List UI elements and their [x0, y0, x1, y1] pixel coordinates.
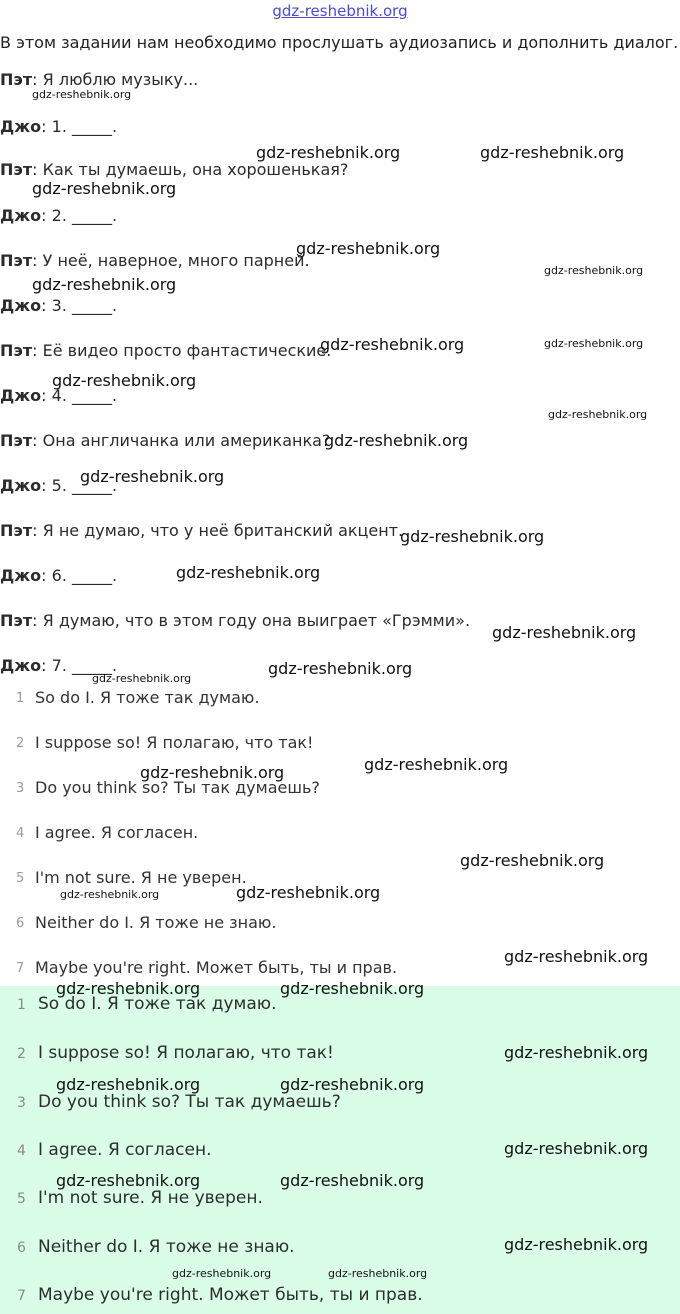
answer-number: 1 — [17, 997, 26, 1013]
dialog-line — [0, 341, 331, 360]
dialog-line — [0, 117, 117, 136]
dialog-line — [0, 566, 117, 585]
answer-text: I agree. Я согласен. — [35, 823, 199, 842]
dialog-text: : У неё, наверное, много парней. — [32, 251, 310, 270]
speaker-name: Пэт — [0, 160, 33, 179]
watermark: gdz-reshebnik.org — [480, 143, 625, 162]
answer-text: I'm not sure. Я не уверен. — [38, 1188, 263, 1208]
answer-text: Neither do I. Я тоже не знаю. — [38, 1237, 295, 1257]
watermark: gdz-reshebnik.org — [268, 659, 413, 678]
answer-number: 1 — [16, 691, 25, 706]
watermark: gdz-reshebnik.org — [548, 408, 648, 421]
speaker-name: Джо — [0, 476, 42, 495]
answer-number: 6 — [17, 1240, 26, 1256]
answer-number: 6 — [16, 916, 25, 931]
speaker-name: Пэт — [0, 611, 33, 630]
speaker-name: Пэт — [0, 341, 33, 360]
answer-text: Do you think so? Ты так думаешь? — [38, 1092, 341, 1112]
answer-number: 4 — [16, 826, 25, 841]
dialog-line — [0, 160, 348, 179]
task-intro: В этом задании нам необходимо прослушать аудиозапись и дополнить диалог. — [0, 33, 679, 52]
dialog-line — [0, 431, 330, 450]
watermark: gdz-reshebnik.org — [140, 763, 285, 782]
watermark: gdz-reshebnik.org — [504, 947, 649, 966]
answer-number: 2 — [17, 1046, 26, 1062]
watermark: gdz-reshebnik.org — [280, 1075, 425, 1094]
dialog-text: : 4. _____. — [41, 386, 118, 405]
watermark: gdz-reshebnik.org — [52, 371, 197, 390]
speaker-name: Джо — [0, 656, 42, 675]
watermark: gdz-reshebnik.org — [60, 888, 160, 901]
answer-number: 3 — [17, 1095, 26, 1111]
answer-number: 7 — [16, 961, 25, 976]
speaker-name: Пэт — [0, 431, 33, 450]
dialog-text: : 6. _____. — [41, 566, 118, 585]
dialog-text: : 5. _____. — [41, 476, 118, 495]
dialog-text: : Я думаю, что в этом году она выиграет «Грэмми». — [32, 611, 471, 630]
watermark: gdz-reshebnik.org — [280, 1171, 425, 1190]
dialog-line — [0, 521, 403, 540]
answer-text: So do I. Я тоже так думаю. — [35, 688, 260, 707]
answer-number: 5 — [16, 871, 25, 886]
watermark: gdz-reshebnik.org — [324, 431, 469, 450]
watermark: gdz-reshebnik.org — [320, 335, 465, 354]
watermark: gdz-reshebnik.org — [400, 527, 545, 546]
answer-number: 5 — [17, 1191, 26, 1207]
watermark: gdz-reshebnik.org — [504, 1235, 649, 1254]
watermark: gdz-reshebnik.org — [460, 851, 605, 870]
speaker-name: Джо — [0, 566, 42, 585]
watermark: gdz-reshebnik.org — [32, 88, 132, 101]
dialog-line — [0, 251, 310, 270]
speaker-name: Пэт — [0, 70, 33, 89]
speaker-name: Пэт — [0, 251, 33, 270]
watermark: gdz-reshebnik.org — [544, 337, 644, 350]
speaker-name: Джо — [0, 296, 42, 315]
watermark: gdz-reshebnik.org — [172, 1267, 272, 1280]
dialog-text: : Она англичанка или американка? — [32, 431, 331, 450]
watermark: gdz-reshebnik.org — [256, 143, 401, 162]
dialog-text: : Её видео просто фантастические. — [32, 341, 332, 360]
site-link[interactable]: gdz-reshebnik.org — [272, 2, 408, 20]
dialog-text: : Я не думаю, что у неё британский акцент. — [32, 521, 404, 540]
watermark: gdz-reshebnik.org — [92, 672, 192, 685]
answer-number: 2 — [16, 736, 25, 751]
watermark: gdz-reshebnik.org — [56, 1171, 201, 1190]
dialog-line — [0, 611, 470, 630]
dialog-line — [0, 206, 117, 225]
answer-text: Neither do I. Я тоже не знаю. — [35, 913, 277, 932]
speaker-name: Джо — [0, 386, 42, 405]
dialog-text: : 1. _____. — [41, 117, 118, 136]
dialog-text: : 2. _____. — [41, 206, 118, 225]
watermark: gdz-reshebnik.org — [504, 1139, 649, 1158]
answer-number: 3 — [16, 781, 25, 796]
dialog-line — [0, 70, 198, 89]
answer-number: 4 — [17, 1143, 26, 1159]
watermark: gdz-reshebnik.org — [236, 883, 381, 902]
dialog-text: : 3. _____. — [41, 296, 118, 315]
answer-text: Maybe you're right. Может быть, ты и прав. — [35, 958, 398, 977]
dialog-line — [0, 296, 117, 315]
watermark: gdz-reshebnik.org — [32, 275, 177, 294]
answer-text: Do you think so? Ты так думаешь? — [35, 778, 320, 797]
watermark: gdz-reshebnik.org — [56, 979, 201, 998]
watermark: gdz-reshebnik.org — [504, 1043, 649, 1062]
answer-text: I suppose so! Я полагаю, что так! — [35, 733, 314, 752]
watermark: gdz-reshebnik.org — [364, 755, 509, 774]
dialog-text: : Как ты думаешь, она хорошенькая? — [32, 160, 349, 179]
speaker-name: Джо — [0, 206, 42, 225]
answer-text: So do I. Я тоже так думаю. — [38, 994, 277, 1014]
watermark: gdz-reshebnik.org — [328, 1267, 428, 1280]
watermark: gdz-reshebnik.org — [280, 979, 425, 998]
speaker-name: Пэт — [0, 521, 33, 540]
answer-text: Maybe you're right. Может быть, ты и прав. — [38, 1285, 423, 1305]
watermark: gdz-reshebnik.org — [80, 467, 225, 486]
answer-text: I agree. Я согласен. — [38, 1140, 212, 1160]
watermark: gdz-reshebnik.org — [544, 264, 644, 277]
speaker-name: Джо — [0, 117, 42, 136]
answer-number: 7 — [17, 1288, 26, 1304]
dialog-text: : 7. _____. — [41, 656, 118, 675]
dialog-text: : Я люблю музыку... — [32, 70, 199, 89]
watermark: gdz-reshebnik.org — [492, 623, 637, 642]
watermark: gdz-reshebnik.org — [32, 179, 177, 198]
watermark: gdz-reshebnik.org — [176, 563, 321, 582]
answer-text: I'm not sure. Я не уверен. — [35, 868, 247, 887]
watermark: gdz-reshebnik.org — [296, 239, 441, 258]
answer-text: I suppose so! Я полагаю, что так! — [38, 1043, 334, 1063]
watermark: gdz-reshebnik.org — [56, 1075, 201, 1094]
